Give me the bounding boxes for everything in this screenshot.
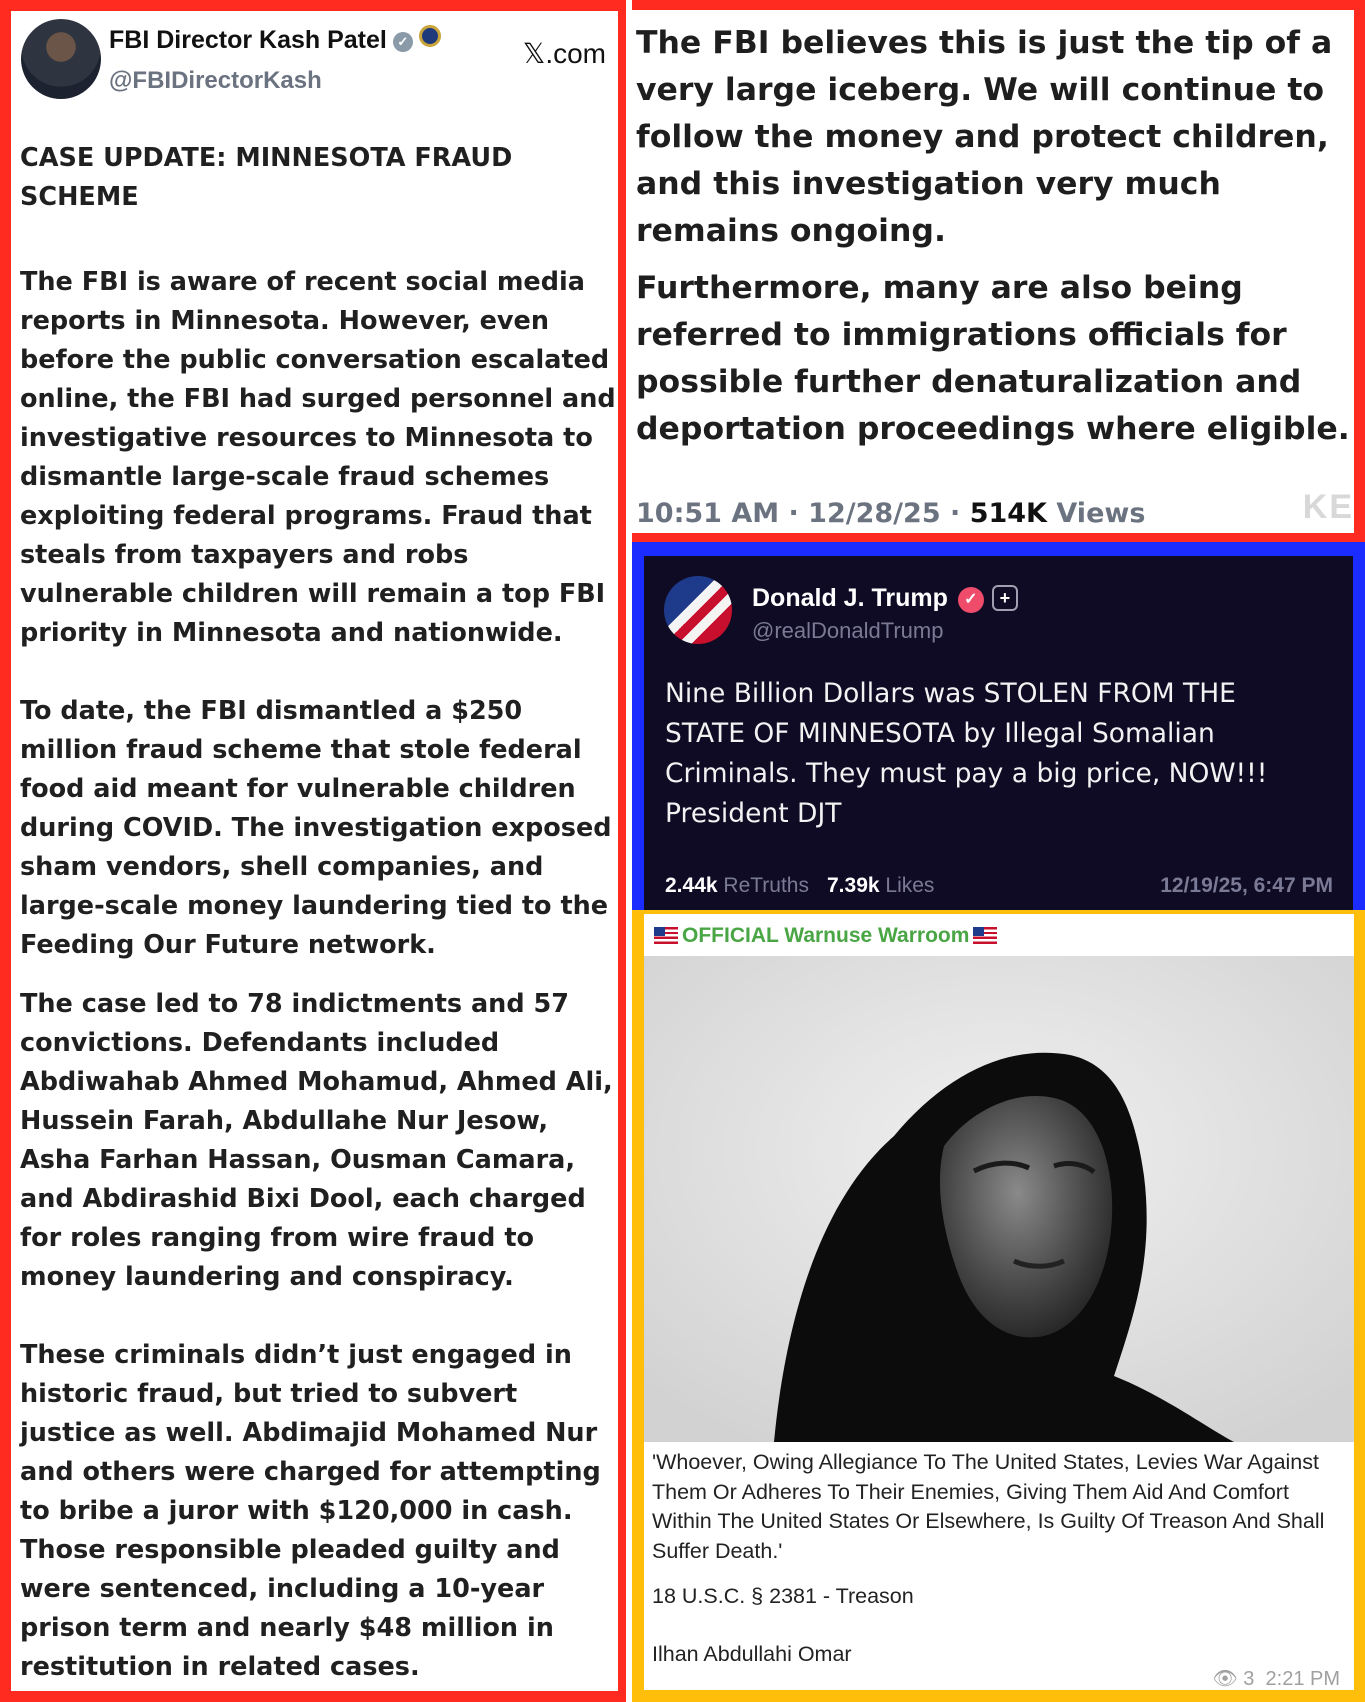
views-count: 3 xyxy=(1243,1668,1255,1690)
post-meta: 10:51 AM · 12/28/25 · 514K Views xyxy=(636,498,1146,529)
watermark: KE xyxy=(1302,488,1354,526)
post-meta xyxy=(1212,1666,1340,1691)
author-handle[interactable]: @realDonaldTrump xyxy=(752,618,944,643)
likes-count[interactable]: 7.39k xyxy=(827,874,880,897)
post-statute: 18 U.S.C. § 2381 - Treason xyxy=(652,1584,914,1608)
truth-post-panel xyxy=(632,542,1365,910)
likes-label[interactable]: Likes xyxy=(885,874,935,897)
post-photo[interactable] xyxy=(644,956,1354,1442)
post-timestamp[interactable]: 12/19/25, 6:47 PM xyxy=(1160,874,1333,897)
us-flag-icon xyxy=(973,927,997,944)
fbi-post-continued-panel xyxy=(632,0,1365,542)
portrait-image xyxy=(644,956,1354,1442)
fbi-seal-icon xyxy=(419,25,441,47)
post-stats xyxy=(665,874,934,898)
post-quote: 'Whoever, Owing Allegiance To The United States, Levies War Against Them Or Adheres To Their Enemies, Giving Them Aid And Comfort Within The United States Or Elsewhere, Is Guilty Of Treason And Shall Suffer Death.' xyxy=(652,1450,1325,1563)
views-label: Views xyxy=(1056,498,1146,529)
truth-post-card xyxy=(644,556,1353,910)
post-paragraph: Furthermore, many are also being referred to immigrations officials for possible further denaturalization and deportation proceedings where eligible. xyxy=(636,270,1350,447)
verified-check-icon: ✓ xyxy=(958,587,984,613)
author-name-row xyxy=(752,584,1018,613)
telegram-post-card xyxy=(644,914,1354,1690)
author-name[interactable]: Donald J. Trump xyxy=(752,584,948,612)
fbi-post-panel xyxy=(0,0,626,1702)
us-flag-icon xyxy=(654,927,678,944)
views-count: 514K xyxy=(969,498,1047,529)
post-paragraph: These criminals didn’t just engaged in historic fraud, but tried to subvert justice as well. Abdimajid Mohamed Nur and others were charged for attempting to bribe a juror with $120,000 in cash. Those responsible pleaded guilty and were sentenced, including a 10-year prison term and nearly $48 million in restitution in related cases. xyxy=(20,1340,601,1682)
plus-badge-icon: + xyxy=(992,585,1018,611)
post-date[interactable]: 12/28/25 xyxy=(808,498,941,529)
retruths-label[interactable]: ReTruths xyxy=(723,874,809,897)
post-paragraph: The case led to 78 indictments and 57 convictions. Defendants included Abdiwahab Ahmed Mohamud, Ahmed Ali, Hussein Farah, Abdullahe Nur Jesow, Asha Farhan Hassan, Ousman Camara, and Abdirashid Bixi Dool, each charged for roles ranging from wire fraud to money laundering and conspiracy. xyxy=(20,989,613,1292)
telegram-post-panel xyxy=(632,910,1365,1702)
post-time: 2:21 PM xyxy=(1265,1668,1340,1690)
author-name-row xyxy=(109,25,441,55)
post-paragraph: To date, the FBI dismantled a $250 million fraud scheme that stole federal food aid meant for vulnerable children during COVID. The investigation exposed sham vendors, shell companies, and large-scale money laundering tied to the Feeding Our Future network. xyxy=(20,696,612,960)
author-name[interactable]: FBI Director Kash Patel xyxy=(109,26,387,54)
post-paragraph: The FBI believes this is just the tip of a very large iceberg. We will continue to follow the money and protect children, and this investigation very much remains ongoing. xyxy=(636,25,1333,249)
post-paragraph: The FBI is aware of recent social media reports in Minnesota. However, even before the public conversation escalated online, the FBI had surged personnel and investigative resources to Minnesota to dismantle large-scale fraud schemes exploiting federal programs. Fraud that steals from taxpayers and robs vulnerable children will remain a top FBI priority in Minnesota and nationwide. xyxy=(20,267,616,648)
retruths-count[interactable]: 2.44k xyxy=(665,874,718,897)
post-header xyxy=(11,11,618,111)
author-avatar[interactable] xyxy=(664,576,732,644)
channel-name[interactable]: OFFICIAL Warnuse Warroom xyxy=(682,924,970,947)
fbi-post-continued-card xyxy=(632,10,1354,533)
verified-badge-icon: ✓ xyxy=(393,32,413,52)
author-avatar[interactable] xyxy=(21,19,101,99)
post-name: Ilhan Abdullahi Omar xyxy=(652,1642,852,1666)
post-text: Nine Billion Dollars was STOLEN FROM THE STATE OF MINNESOTA by Illegal Somalian Criminals. They must pay a big price, NOW!!! President DJT xyxy=(665,678,1268,829)
post-headline: CASE UPDATE: MINNESOTA FRAUD SCHEME xyxy=(20,143,513,212)
channel-name-row[interactable] xyxy=(654,924,997,948)
author-handle[interactable]: @FBIDirectorKash xyxy=(109,67,322,94)
post-time[interactable]: 10:51 AM xyxy=(636,498,780,529)
fbi-post-card xyxy=(11,11,618,1691)
eye-icon: 👁 xyxy=(1212,1668,1238,1690)
x-logo-icon: 𝕏.com xyxy=(522,38,606,69)
